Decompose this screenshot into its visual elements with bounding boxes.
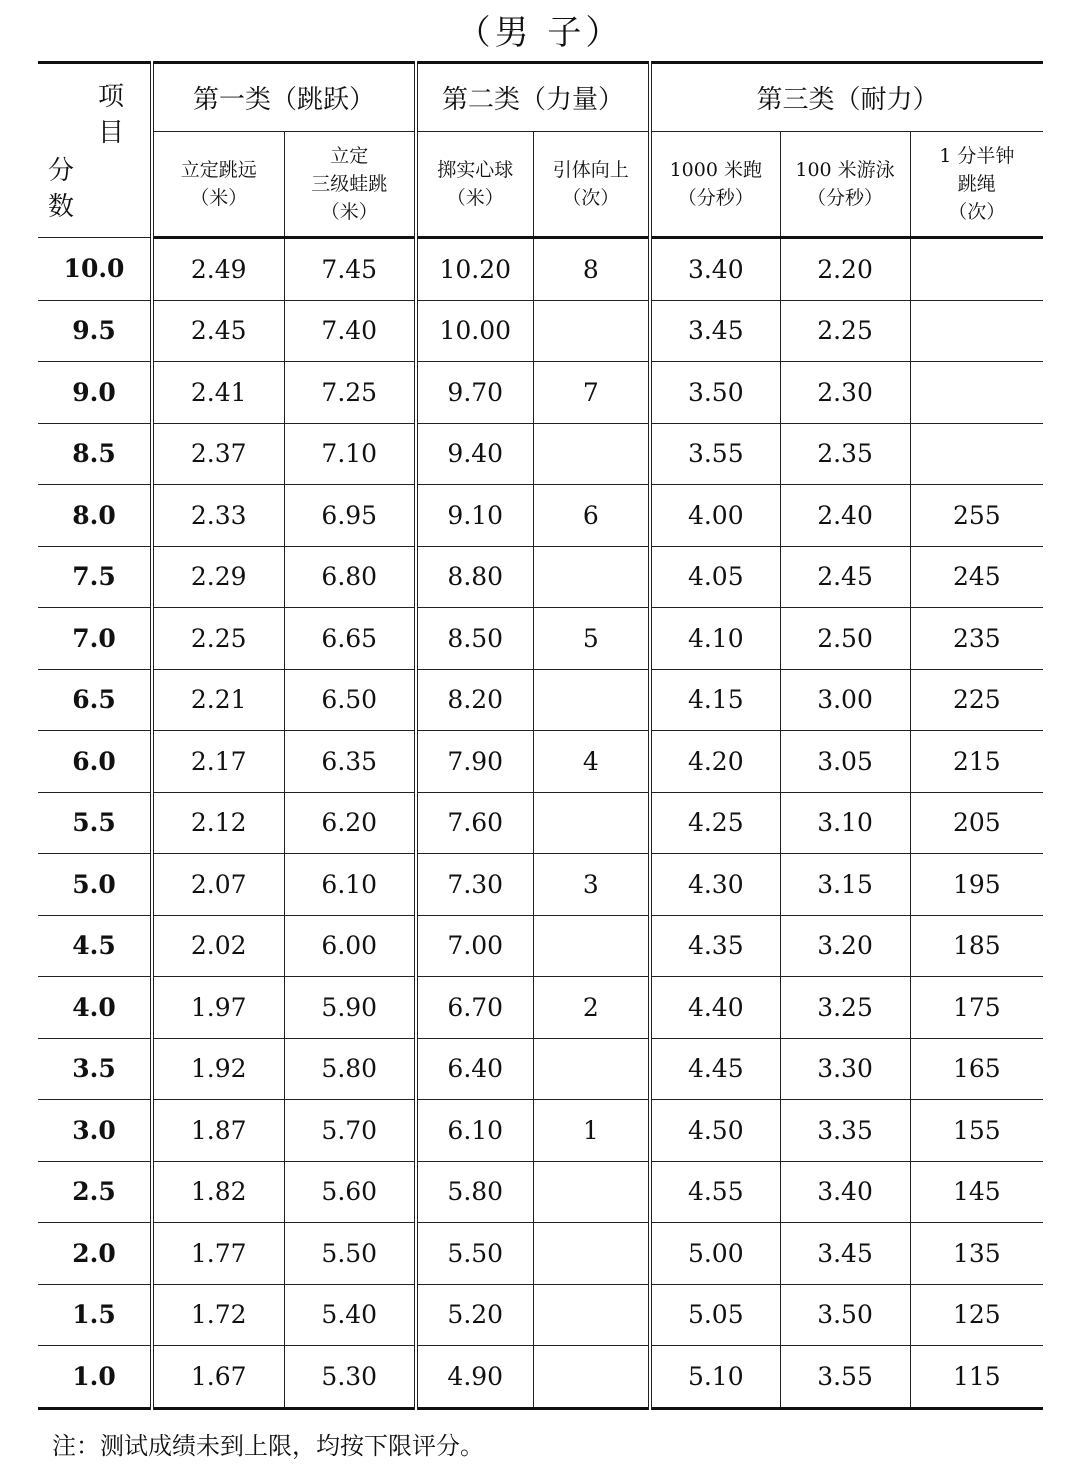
value-cell: 125 (910, 1284, 1043, 1346)
value-cell: 9.40 (416, 423, 533, 485)
table-row (38, 1038, 1043, 1100)
value-cell: 5.40 (284, 1284, 416, 1346)
table-row (38, 1284, 1043, 1346)
value-cell: 2 (533, 977, 650, 1039)
table-row (38, 362, 1043, 424)
value-cell: 4.40 (650, 977, 780, 1039)
value-cell: 4.30 (650, 854, 780, 916)
table-row (38, 1346, 1043, 1409)
value-cell: 135 (910, 1223, 1043, 1285)
column-header-triple-frog-jump: 立定 三级蛙跳 （米） (284, 132, 416, 238)
score-cell: 9.5 (38, 300, 152, 362)
score-cell: 8.5 (38, 423, 152, 485)
score-cell: 8.0 (38, 485, 152, 547)
value-cell: 6.65 (284, 608, 416, 670)
value-cell: 6.40 (416, 1038, 533, 1100)
value-cell: 7.30 (416, 854, 533, 916)
corner-header-cell (38, 63, 152, 238)
value-cell: 3.55 (780, 1346, 910, 1409)
value-cell (533, 1038, 650, 1100)
value-cell: 3.50 (780, 1284, 910, 1346)
value-cell: 2.30 (780, 362, 910, 424)
value-cell: 2.40 (780, 485, 910, 547)
score-cell: 4.5 (38, 915, 152, 977)
page-title: （男 子） (456, 13, 624, 53)
table-row (38, 238, 1043, 301)
value-cell: 5.60 (284, 1161, 416, 1223)
table-row (38, 854, 1043, 916)
value-cell: 5.50 (416, 1223, 533, 1285)
value-cell: 9.10 (416, 485, 533, 547)
value-cell (533, 915, 650, 977)
score-cell: 3.5 (38, 1038, 152, 1100)
value-cell (533, 792, 650, 854)
value-cell: 4.00 (650, 485, 780, 547)
score-cell: 7.0 (38, 608, 152, 670)
value-cell: 245 (910, 546, 1043, 608)
score-cell: 9.0 (38, 362, 152, 424)
value-cell: 2.50 (780, 608, 910, 670)
value-cell: 3.45 (650, 300, 780, 362)
value-cell: 115 (910, 1346, 1043, 1409)
value-cell: 215 (910, 731, 1043, 793)
value-cell: 2.45 (152, 300, 284, 362)
value-cell: 3.40 (650, 238, 780, 301)
value-cell: 5.50 (284, 1223, 416, 1285)
column-header-medicine-ball: 掷实心球 （米） (416, 132, 533, 238)
score-cell: 5.5 (38, 792, 152, 854)
value-cell (533, 1161, 650, 1223)
value-cell: 3.15 (780, 854, 910, 916)
score-cell: 1.0 (38, 1346, 152, 1409)
value-cell: 5.20 (416, 1284, 533, 1346)
value-cell: 2.29 (152, 546, 284, 608)
value-cell: 205 (910, 792, 1043, 854)
value-cell: 5 (533, 608, 650, 670)
value-cell (533, 669, 650, 731)
value-cell: 2.45 (780, 546, 910, 608)
value-cell: 2.37 (152, 423, 284, 485)
value-cell: 1.82 (152, 1161, 284, 1223)
score-cell: 6.0 (38, 731, 152, 793)
value-cell: 7.00 (416, 915, 533, 977)
value-cell: 3.55 (650, 423, 780, 485)
column-header-1000m-run: 1000 米跑 （分秒） (650, 132, 780, 238)
score-cell: 7.5 (38, 546, 152, 608)
table-row (38, 485, 1043, 547)
score-cell: 5.0 (38, 854, 152, 916)
value-cell: 8.50 (416, 608, 533, 670)
table-row (38, 977, 1043, 1039)
value-cell: 3.35 (780, 1100, 910, 1162)
value-cell: 6.10 (284, 854, 416, 916)
value-cell: 4 (533, 731, 650, 793)
value-cell (910, 423, 1043, 485)
group-header-strength: 第二类（力量） (416, 63, 650, 132)
value-cell (533, 300, 650, 362)
value-cell: 4.45 (650, 1038, 780, 1100)
value-cell: 6.80 (284, 546, 416, 608)
value-cell: 4.05 (650, 546, 780, 608)
value-cell (910, 362, 1043, 424)
value-cell: 1.92 (152, 1038, 284, 1100)
value-cell: 10.00 (416, 300, 533, 362)
column-header-standing-long-jump: 立定跳远 （米） (152, 132, 284, 238)
value-cell: 4.15 (650, 669, 780, 731)
value-cell: 2.21 (152, 669, 284, 731)
value-cell (910, 238, 1043, 301)
value-cell: 5.10 (650, 1346, 780, 1409)
table-row (38, 300, 1043, 362)
value-cell: 6.00 (284, 915, 416, 977)
value-cell (533, 1346, 650, 1409)
table-row (38, 792, 1043, 854)
corner-score-label: 分 数 (47, 155, 74, 222)
value-cell: 4.25 (650, 792, 780, 854)
group-header-jump: 第一类（跳跃） (152, 63, 416, 132)
score-cell: 2.5 (38, 1161, 152, 1223)
value-cell (533, 1284, 650, 1346)
value-cell: 175 (910, 977, 1043, 1039)
value-cell: 6.20 (284, 792, 416, 854)
value-cell: 225 (910, 669, 1043, 731)
value-cell: 5.80 (416, 1161, 533, 1223)
column-header-pull-up: 引体向上 （次） (533, 132, 650, 238)
value-cell: 3 (533, 854, 650, 916)
score-table (38, 61, 1043, 1410)
value-cell: 4.10 (650, 608, 780, 670)
value-cell: 1 (533, 1100, 650, 1162)
column-header-100m-swim: 100 米游泳 （分秒） (780, 132, 910, 238)
value-cell: 155 (910, 1100, 1043, 1162)
value-cell: 7.40 (284, 300, 416, 362)
value-cell: 5.70 (284, 1100, 416, 1162)
value-cell: 5.90 (284, 977, 416, 1039)
value-cell: 5.80 (284, 1038, 416, 1100)
value-cell: 1.87 (152, 1100, 284, 1162)
table-row (38, 1161, 1043, 1223)
value-cell: 195 (910, 854, 1043, 916)
score-cell: 1.5 (38, 1284, 152, 1346)
value-cell: 4.55 (650, 1161, 780, 1223)
footnote: 注：测试成绩未到上限，均按下限评分。 (52, 1432, 484, 1460)
value-cell: 7.90 (416, 731, 533, 793)
score-cell: 4.0 (38, 977, 152, 1039)
value-cell: 2.25 (780, 300, 910, 362)
score-cell: 3.0 (38, 1100, 152, 1162)
value-cell: 3.20 (780, 915, 910, 977)
value-cell: 4.20 (650, 731, 780, 793)
value-cell (533, 546, 650, 608)
value-cell: 165 (910, 1038, 1043, 1100)
value-cell: 3.50 (650, 362, 780, 424)
value-cell: 2.20 (780, 238, 910, 301)
value-cell (910, 300, 1043, 362)
table-row (38, 546, 1043, 608)
value-cell: 145 (910, 1161, 1043, 1223)
value-cell: 6.50 (284, 669, 416, 731)
corner-item-label: 项 目 (97, 81, 124, 148)
group-header-endurance: 第三类（耐力） (650, 63, 1043, 132)
value-cell: 7.45 (284, 238, 416, 301)
value-cell: 4.35 (650, 915, 780, 977)
value-cell: 2.33 (152, 485, 284, 547)
value-cell: 3.00 (780, 669, 910, 731)
value-cell: 6 (533, 485, 650, 547)
value-cell: 1.67 (152, 1346, 284, 1409)
value-cell: 6.10 (416, 1100, 533, 1162)
value-cell: 2.35 (780, 423, 910, 485)
score-cell: 2.0 (38, 1223, 152, 1285)
value-cell: 2.17 (152, 731, 284, 793)
column-header-rope-skipping: 1 分半钟 跳绳 （次） (910, 132, 1043, 238)
value-cell: 185 (910, 915, 1043, 977)
value-cell (533, 1223, 650, 1285)
value-cell: 7.60 (416, 792, 533, 854)
value-cell: 6.70 (416, 977, 533, 1039)
table-row (38, 1223, 1043, 1285)
value-cell (533, 423, 650, 485)
value-cell: 4.50 (650, 1100, 780, 1162)
table-row (38, 608, 1043, 670)
value-cell: 4.90 (416, 1346, 533, 1409)
value-cell: 1.97 (152, 977, 284, 1039)
value-cell: 2.02 (152, 915, 284, 977)
score-cell: 10.0 (38, 238, 152, 301)
value-cell: 3.10 (780, 792, 910, 854)
value-cell: 7.25 (284, 362, 416, 424)
value-cell: 2.41 (152, 362, 284, 424)
value-cell: 6.35 (284, 731, 416, 793)
value-cell: 9.70 (416, 362, 533, 424)
value-cell: 7.10 (284, 423, 416, 485)
value-cell: 3.25 (780, 977, 910, 1039)
value-cell: 2.49 (152, 238, 284, 301)
value-cell: 3.45 (780, 1223, 910, 1285)
value-cell: 1.77 (152, 1223, 284, 1285)
value-cell: 10.20 (416, 238, 533, 301)
value-cell: 6.95 (284, 485, 416, 547)
score-cell: 6.5 (38, 669, 152, 731)
table-row (38, 423, 1043, 485)
table-row (38, 731, 1043, 793)
table-row (38, 669, 1043, 731)
value-cell: 1.72 (152, 1284, 284, 1346)
value-cell: 3.05 (780, 731, 910, 793)
table-row (38, 1100, 1043, 1162)
value-cell: 5.05 (650, 1284, 780, 1346)
value-cell: 255 (910, 485, 1043, 547)
value-cell: 8.20 (416, 669, 533, 731)
value-cell: 8.80 (416, 546, 533, 608)
value-cell: 7 (533, 362, 650, 424)
value-cell: 5.00 (650, 1223, 780, 1285)
value-cell: 3.30 (780, 1038, 910, 1100)
value-cell: 2.25 (152, 608, 284, 670)
table-row (38, 915, 1043, 977)
value-cell: 5.30 (284, 1346, 416, 1409)
value-cell: 2.12 (152, 792, 284, 854)
value-cell: 235 (910, 608, 1043, 670)
value-cell: 3.40 (780, 1161, 910, 1223)
value-cell: 2.07 (152, 854, 284, 916)
value-cell: 8 (533, 238, 650, 301)
